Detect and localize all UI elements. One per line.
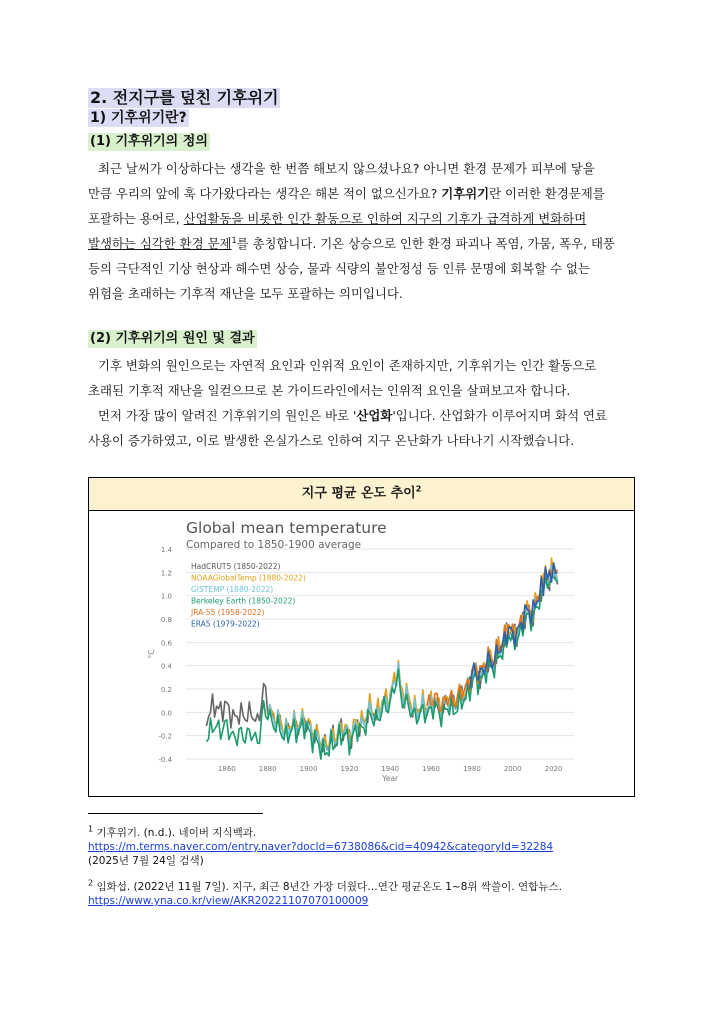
definition-underlined: 발생하는 심각한 환경 문제 — [88, 236, 232, 251]
footnote-number: 2 — [88, 878, 94, 888]
text-line: 만큼 우리의 앞에 훅 다가왔다라는 생각은 해본 적이 없으신가요? 기후위기란 이러한 환경문제를 — [88, 186, 605, 201]
x-tick-label: 1960 — [422, 765, 440, 773]
chart-subtitle: Compared to 1850-1900 average — [186, 539, 362, 551]
footnote-text: 기후위기. (n.d.). 네이버 지식백과. — [96, 827, 257, 839]
series-line — [268, 558, 558, 748]
text-line: 등의 극단적인 기상 현상과 해수면 상승, 물과 식량의 불안정성 등 인류 문명에 회복할 수 없는 — [88, 261, 590, 276]
footnote-link[interactable]: https://www.yna.co.kr/view/AKR20221107070100009 — [88, 895, 369, 907]
definition-paragraph — [88, 156, 648, 306]
term-highlight: 기후위기 — [441, 186, 490, 201]
text-line: 발생하는 심각한 환경 문제$^1$를 총칭합니다. 기온 상승으로 인한 환경 파괴나 폭염, 가뭄, 폭우, 태풍 — [88, 235, 615, 251]
x-tick-label: 1980 — [462, 765, 481, 773]
x-axis-label: Year — [382, 774, 399, 783]
footnote-ref-1[interactable]: 1 — [231, 235, 237, 245]
y-tick-label: 0.8 — [160, 616, 172, 624]
legend-entry: NOAAGlobalTemp (1880-2022) — [191, 573, 306, 583]
footnote-text: 임화섭. (2022년 11월 7일). 지구, 최근 8년간 가장 더웠다…연간 평균온도 1~8위 싹쓸이. 연합뉴스. — [96, 881, 562, 893]
y-tick-label: 0.2 — [160, 686, 172, 694]
x-tick-label: 1900 — [299, 765, 318, 773]
legend-entry: JRA-55 (1958-2022) — [191, 608, 265, 617]
y-tick-label: 1.2 — [160, 569, 172, 578]
cause-paragraph — [88, 353, 648, 453]
section-title: 2. 전지구를 덮친 기후위기 — [90, 88, 279, 107]
y-tick-label: 0.4 — [160, 662, 172, 671]
x-tick-label: 1860 — [217, 765, 236, 773]
footnote-number: 1 — [88, 824, 94, 834]
text-line: 기후 변화의 원인으로는 자연적 요인과 인위적 요인이 존재하지만, 기후위기는 인간 활동으로 — [98, 358, 597, 373]
definition-heading: (1) 기후위기의 정의 — [90, 134, 208, 149]
figure-caption: 지구 평균 온도 추이$^2$ — [89, 478, 634, 511]
text-line: 사용이 증가하였고, 이로 발생한 온실가스로 인하여 지구 온난화가 나타나기 시작했습니다. — [88, 433, 575, 448]
subsection-title: 1) 기후위기란? — [90, 110, 187, 126]
x-tick-label: 2020 — [544, 765, 563, 773]
footnote-date: (2025년 7월 24일 검색) — [88, 855, 204, 867]
x-tick-label: 1880 — [258, 765, 277, 773]
text-line: 초래된 기후적 재난을 일컫으므로 본 가이드라인에서는 인위적 요인을 살펴보고자 합니다. — [88, 383, 571, 398]
footnote-2 — [88, 880, 648, 908]
legend-entry: ERA5 (1979-2022) — [191, 619, 260, 629]
figure-box — [88, 477, 635, 797]
legend-entry: GISTEMP (1880-2022) — [191, 585, 274, 594]
x-tick-label: 1940 — [381, 765, 400, 773]
series-line — [268, 566, 558, 755]
definition-underlined: 산업활동을 비롯한 인간 활동으로 인하여 지구의 기후가 급격하게 변화하며 — [183, 211, 587, 226]
legend-entry: HadCRUT5 (1850-2022) — [191, 562, 281, 571]
term-highlight: 산업화 — [356, 408, 393, 423]
y-tick-label: -0.2 — [158, 732, 172, 741]
footnote-divider — [88, 813, 263, 814]
y-tick-label: 0.0 — [160, 709, 172, 718]
legend-entry: Berkeley Earth (1850-2022) — [191, 596, 296, 606]
y-tick-label: 1.4 — [160, 546, 172, 554]
temperature-chart — [89, 511, 634, 796]
text-line: 최근 날씨가 이상하다는 생각을 한 번쯤 해보지 않으셨나요? 아니면 환경 문제가 피부에 닿을 — [98, 161, 595, 176]
y-tick-label: 0.6 — [160, 639, 172, 648]
y-tick-label: 1.0 — [160, 592, 172, 601]
text-line: 위험을 초래하는 기후적 재난을 모두 포괄하는 의미입니다. — [88, 286, 403, 301]
x-tick-label: 1920 — [340, 765, 359, 773]
x-tick-label: 2000 — [503, 765, 522, 773]
y-tick-label: -0.4 — [158, 756, 172, 764]
chart-title: Global mean temperature — [186, 519, 387, 537]
text-line: 포괄하는 용어로, 산업활동을 비롯한 인간 활동으로 인하여 지구의 기후가 급격하게 변화하며 — [88, 211, 587, 226]
y-axis-label: °C — [147, 649, 156, 659]
footnote-link[interactable]: https://m.terms.naver.com/entry.naver?docId=6738086&cid=40942&categoryId=32284 — [88, 841, 554, 853]
chart-area — [89, 511, 634, 796]
footnote-1 — [88, 826, 648, 868]
cause-heading: (2) 기후위기의 원인 및 결과 — [90, 331, 255, 346]
text-line: 먼저 가장 많이 알려진 기후위기의 원인은 바로 '산업화'입니다. 산업화가 이루어지며 화석 연료 — [98, 408, 607, 423]
footnote-ref-2[interactable]: 2 — [415, 484, 422, 494]
